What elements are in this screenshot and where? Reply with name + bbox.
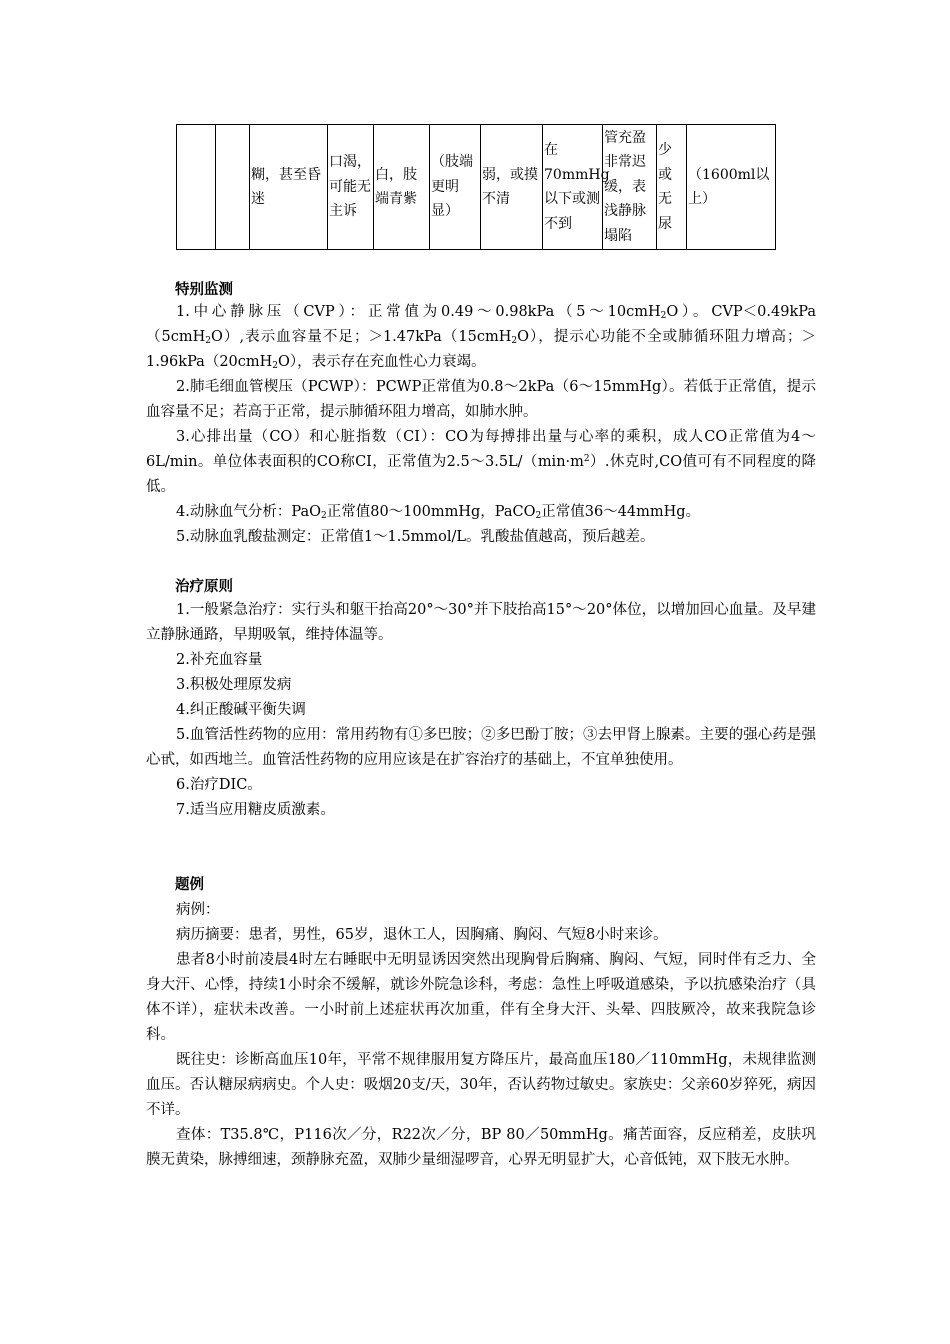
table-cell: （肢端更明显） — [430, 125, 481, 250]
treatment-item: 3.积极处理原发病 — [176, 677, 292, 693]
treatment-item: 1.一般紧急治疗：实行头和躯干抬高20°～30°并下肢抬高15°～20°体位，以增加回心血量。及早建立静脉通路，早期吸氧，维持体温等。 — [146, 602, 816, 643]
table-cell — [177, 125, 216, 250]
subscript: 2 — [660, 311, 667, 321]
co-text-2: ）.休克时,CO值可有不同程度的降低。 — [146, 454, 816, 495]
superscript: 2 — [583, 454, 590, 464]
example-section — [146, 898, 816, 1173]
monitoring-section — [146, 300, 816, 550]
subscript: 2 — [205, 336, 212, 346]
treatment-item: 4.纠正酸碱平衡失调 — [176, 702, 306, 718]
abg-text-2: 正常值80～100mmHg，PaCO — [326, 504, 536, 520]
subscript: 2 — [511, 336, 518, 346]
monitoring-heading: 特别监测 — [175, 282, 233, 298]
subscript: 2 — [535, 511, 542, 521]
co-text-1: 3.心排出量（CO）和心脏指数（CI）：CO为每搏排出量与心率的乘积，成人CO正常值为4～6L/min。单位体表面积的CO称CI，正常值为2.5～3.5L/（min·m — [146, 429, 816, 470]
treatment-heading: 治疗原则 — [175, 579, 233, 595]
table-row — [177, 125, 776, 250]
treatment-section — [146, 598, 816, 823]
table-cell: 糊，甚至昏迷 — [250, 125, 328, 250]
table-cell — [216, 125, 250, 250]
shock-severity-table-continuation — [176, 124, 776, 250]
cvp-text-2: O）。CVP＜0.49kPa（5cmH — [146, 304, 816, 345]
table-cell: 在70mmHg以下或测不到 — [543, 125, 603, 250]
lactate-paragraph: 5.动脉血乳酸盐测定：正常值1～1.5mmol/L。乳酸盐值越高，预后越差。 — [176, 529, 655, 545]
example-paragraph: 既往史：诊断高血压10年，平常不规律服用复方降压片，最高血压180／110mmHg，未规律监测血压。否认糖尿病病史。个人史：吸烟20支/天，30年，否认药物过敏史。家族史：父亲60岁猝死，病因不详。 — [146, 1052, 816, 1118]
treatment-item: 6.治疗DIC。 — [176, 777, 262, 793]
abg-text-3: 正常值36～44mmHg。 — [541, 504, 701, 520]
table-cell: 弱，或摸不清 — [481, 125, 543, 250]
table-cell: 少或无尿 — [657, 125, 687, 250]
cvp-text-1: 1.中心静脉压（CVP）：正常值为0.49～0.98kPa（5～10cmH — [176, 304, 661, 320]
example-paragraph: 病历摘要：患者，男性，65岁，退休工人，因胸痛、胸闷、气短8小时来诊。 — [176, 927, 668, 943]
subscript: 2 — [272, 361, 279, 371]
table-cell: 白，肢端青紫 — [374, 125, 430, 250]
cvp-paragraph — [146, 300, 816, 375]
table-cell: 口渴，可能无主诉 — [328, 125, 374, 250]
cvp-text-3: O）,表示血容量不足；＞1.47kPa（15cmH — [211, 329, 512, 345]
cvp-text-4: O），提示心功能不全或肺循环阻力增高；＞1.96kPa（20cmH — [146, 329, 816, 370]
example-paragraph: 患者8小时前凌晨4时左右睡眠中无明显诱因突然出现胸骨后胸痛、胸闷、气短，同时伴有乏力、全身大汗、心悸，持续1小时余不缓解，就诊外院急诊科，考虑：急性上呼吸道感染，予以抗感染治疗（具体不详），症状未改善。一小时前上述症状再次加重，伴有全身大汗、头晕、四肢厥冷，故来我院急诊科。 — [146, 952, 816, 1043]
treatment-item: 5.血管活性药物的应用：常用药物有①多巴胺；②多巴酚丁胺；③去甲肾上腺素。主要的强心药是强心甙，如西地兰。血管活性药物的应用应该是在扩容治疗的基础上，不宜单独使用。 — [146, 727, 816, 768]
example-paragraph: 查体：T35.8℃，P116次／分，R22次／分，BP 80／50mmHg。痛苦面容，反应稍差，皮肤巩膜无黄染，脉搏细速，颈静脉充盈，双肺少量细湿啰音，心界无明显扩大，心音低钝，双下肢无水肿。 — [146, 1127, 816, 1168]
cvp-text-5: O），表示存在充血性心力衰竭。 — [278, 354, 486, 370]
treatment-item: 7.适当应用糖皮质激素。 — [176, 802, 335, 818]
pcwp-paragraph: 2.肺毛细血管楔压（PCWP）：PCWP正常值为0.8～2kPa（6～15mmHg）。若低于正常值，提示血容量不足；若高于正常，提示肺循环阻力增高，如肺水肿。 — [146, 379, 816, 420]
abg-paragraph — [146, 500, 816, 525]
table-cell: 管充盈非常迟缓，表浅静脉塌陷 — [603, 125, 657, 250]
subscript: 2 — [320, 511, 327, 521]
abg-text-1: 4.动脉血气分析：PaO — [176, 504, 321, 520]
example-paragraph: 病例： — [176, 902, 220, 918]
example-heading: 题例 — [175, 877, 204, 893]
treatment-item: 2.补充血容量 — [176, 652, 263, 668]
co-paragraph — [146, 425, 816, 500]
table-cell: （1600ml以上） — [687, 125, 776, 250]
